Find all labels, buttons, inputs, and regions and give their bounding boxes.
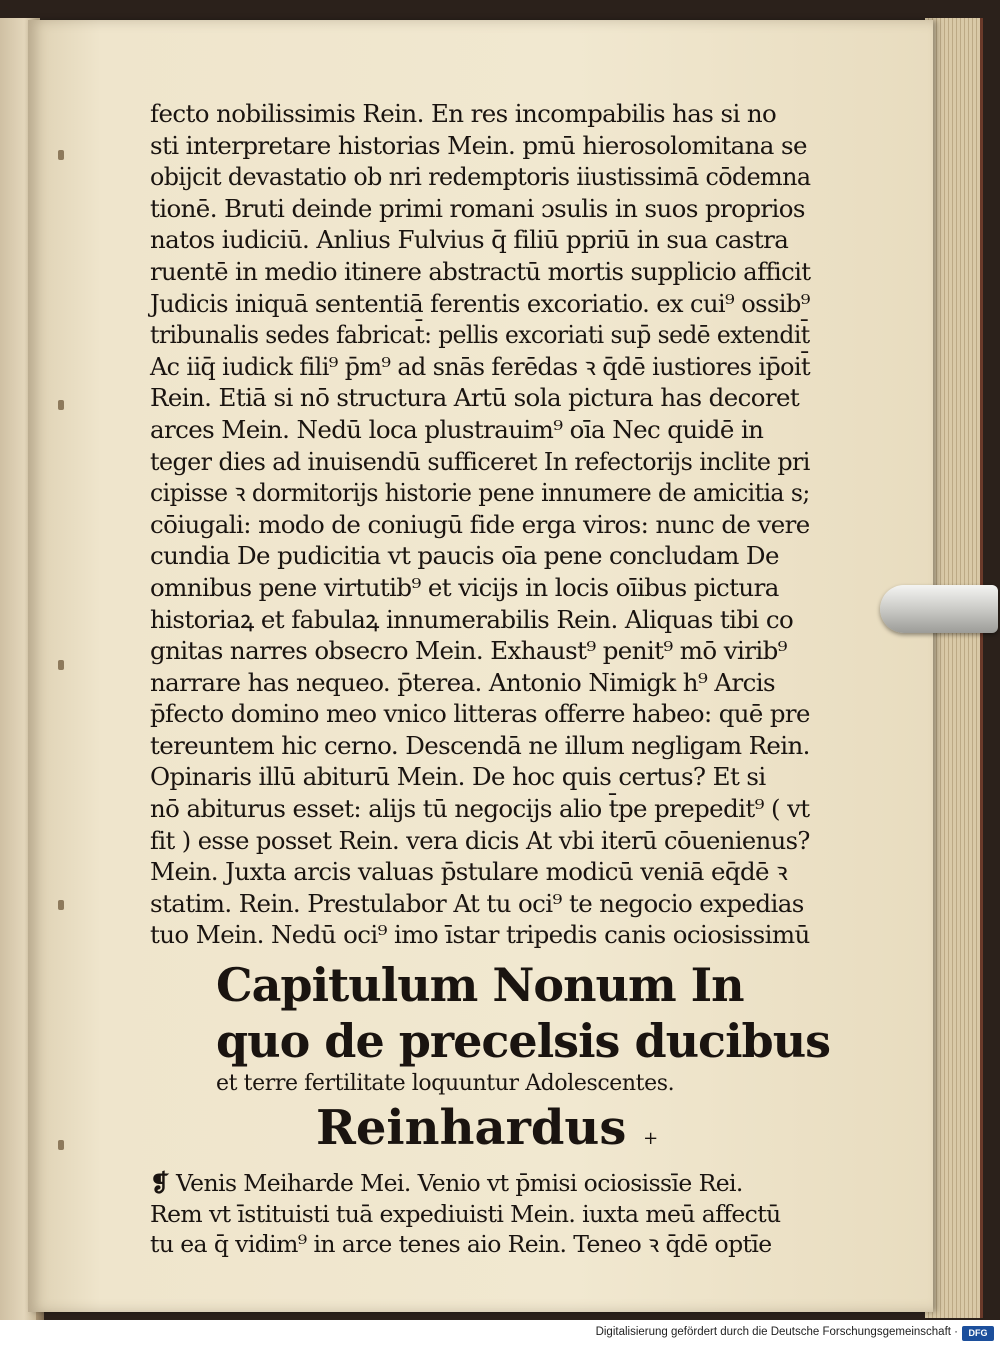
text-line: arces Mein. Nedū loca plustrauim⁹ oīa Nec quidē in (150, 414, 764, 444)
text-line: fit ) esse posset Rein. vera dicis At vbi iterū cōuenienus? (150, 825, 810, 855)
chapter-heading-line-1: Capitulum Nonum In (216, 958, 744, 1013)
speaker-heading (316, 1099, 810, 1168)
text-line: cundia De pudicitia vt paucis oīa pene concludam De (150, 541, 779, 571)
text-line: statim. Rein. Prestulabor At tu oci⁹ te negocio expedias (150, 888, 804, 918)
text-line: cipisse ꝛ dormitorijs historie pene innumere de amicitia s; (150, 478, 810, 508)
page-text-block (150, 98, 831, 1260)
dialog-line: Rem vt īstituisti tuā expediuisti Mein. iuxta meū affectū (150, 1199, 781, 1228)
footer-bar (0, 1320, 1000, 1348)
dialog-line (150, 1168, 810, 1199)
text-line: nō abiturus esset: alijs tū negocijs alio t̄pe prepedit⁹ ( vt (150, 794, 810, 824)
text-line: tionē. Bruti deinde primi romani ɔsulis in suos proprios (150, 193, 805, 223)
text-line: obijcit devastatio ob nri redemptoris iiustissimā cōdemna (150, 162, 811, 192)
text-line: tribunalis sedes fabricat̄: pellis excoriati sup̄ sedē extendit̄ (150, 320, 810, 350)
text-line: sti interpretare historias Mein. pmū hierosolomitana se (150, 130, 807, 160)
text-line: Rein. Etiā si nō structura Artū sola pictura has decoret (150, 383, 800, 413)
text-line: narrare has nequeo. p̄terea. Antonio Nimigk h⁹ Arcis (150, 667, 775, 697)
text-line: ruentē in medio itinere abstractū mortis supplicio afficit (150, 256, 811, 286)
text-line: p̄fecto domino meo vnico litteras offerre habeo: quē pre (150, 699, 810, 729)
page-tab-marker (880, 585, 998, 633)
dialog-text: Venis Meiharde Mei. Venio vt p̄misi ociosissīe Rei. (175, 1169, 743, 1198)
text-line: gnitas narres obsecro Mein. Exhaust⁹ penit⁹ mō virib⁹ (150, 636, 787, 666)
text-line: Judicis iniquā sententiā ferentis excoriatio. ex cui⁹ ossib⁹ (150, 288, 810, 318)
dialog-line: tu ea q̄ vidim⁹ in arce tenes aio Rein. Teneo ꝛ q̄dē optīe (150, 1230, 772, 1259)
text-line: Opinaris illū abiturū Mein. De hoc quis certus? Et si (150, 762, 766, 792)
text-line: Ac iiq̄ iudick fili⁹ p̄m⁹ ad snās ferēdas ꝛ q̄dē iustiores ip̄oit̄ (150, 351, 810, 381)
text-line: fecto nobilissimis Rein. En res incompabilis has si no (150, 99, 777, 128)
speaker-mark: + (643, 1128, 659, 1150)
text-line: historiaꝝ et fabulaꝝ innumerabilis Rein. Aliquas tibi co (150, 604, 794, 634)
funding-credit: Digitalisierung gefördert durch die Deutsche Forschungsgemeinschaft · (595, 1326, 958, 1338)
chapter-subheading: et terre fertilitate loquuntur Adolescentes. (216, 1071, 675, 1097)
text-line: natos iudiciū. Anlius Fulvius q̄ filiū ppriū in sua castra (150, 225, 789, 255)
speaker-name: Reinhardus (316, 1100, 627, 1157)
text-line: tuo Mein. Nedū oci⁹ imo īstar tripedis canis ociosissimū (150, 920, 810, 950)
text-line: tereuntem hic cerno. Descendā ne illum negligam Rein. (150, 730, 810, 760)
text-line: cōiugali: modo de coniugū fide erga viros: nunc de vere (150, 509, 810, 539)
page-stack-edge (925, 18, 983, 1318)
dfg-logo: DFG (962, 1326, 994, 1341)
text-line: teger dies ad inuisendū sufficeret In refectorijs inclite pri (150, 446, 810, 476)
text-line: Mein. Juxta arcis valuas p̄stulare modicū veniā eq̄dē ꝛ (150, 857, 788, 887)
pilcrow-icon: ❡ (150, 1169, 170, 1198)
chapter-heading-line-2: quo de precelsis ducibus (216, 1014, 831, 1069)
text-line: omnibus pene virtutib⁹ et vicijs in locis oīibus pictura (150, 572, 779, 602)
book-page (28, 20, 933, 1312)
